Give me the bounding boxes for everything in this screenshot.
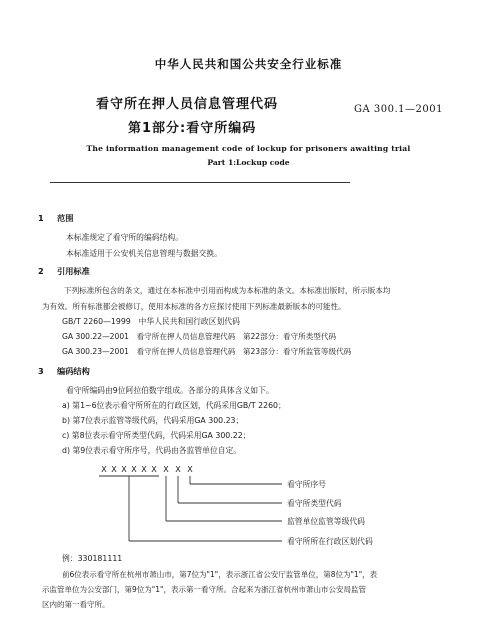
section-3-list-item: b) 第7位表示监管等级代码，代码采用GA 300.23；	[62, 416, 244, 425]
reference-standard: GA 300.22—2001 看守所在押人员信息管理代码 第22部分：看守所类型代码	[62, 332, 337, 341]
example-line: 前6位表示看守所在杭州市萧山市，第7位为"1"，表示浙江省公安厅监管单位，第8位为"1"，表	[62, 570, 378, 579]
section-3-list-item: d) 第9位表示看守所序号，代码由各监管单位自定。	[62, 446, 242, 455]
section-1-line: 本标准规定了看守所的编码结构。	[66, 233, 183, 242]
example-line: 区内的第一看守所。	[42, 600, 110, 609]
reference-standard: GA 300.23—2001 看守所在押人员信息管理代码 第23部分：看守所监管等级代码	[62, 347, 352, 356]
code-digit-1: X	[101, 465, 107, 474]
code-digit-6: X	[151, 465, 157, 474]
code-digit-7: X	[163, 465, 169, 474]
label-serial-number: 看守所序号	[287, 480, 326, 489]
code-digit-3: X	[121, 465, 127, 474]
english-title: The information management code of lockup for prisoners awaiting trial	[86, 144, 411, 153]
section-2-intro-line: 下列标准所包含的条文，通过在本标准中引用而构成为本标准的条文。本标准出版时，所示版本均	[64, 286, 391, 295]
document-title: 看守所在押人员信息管理代码	[96, 97, 279, 112]
label-administrative-division: 看守所所在行政区划代码	[287, 537, 373, 546]
label-lockup-type: 看守所类型代码	[287, 499, 342, 508]
code-digit-8: X	[175, 465, 181, 474]
standard-number: GA 300.1—2001	[354, 104, 443, 115]
section-3-line: 看守所编码由9位阿拉伯数字组成。各部分的具体含义如下。	[66, 386, 274, 395]
section-3-heading: 编码结构	[57, 366, 90, 376]
section-2-intro-line: 为有效。所有标准都会被修订，使用本标准的各方应探讨使用下列标准最新版本的可能性。	[42, 302, 346, 311]
section-1-number: 1	[38, 213, 44, 223]
section-2-number: 2	[38, 266, 44, 276]
example-line: 示监管单位为公安部门，第9位为"1"，表示第一看守所。合起来为浙江省杭州市萧山市公安局监管	[42, 585, 366, 594]
section-1-line: 本标准适用于公安机关信息管理与数据交换。	[66, 249, 222, 258]
section-3-list-item: c) 第8位表示看守所类型代码，代码采用GA 300.22；	[62, 431, 251, 440]
example-label: 例：330181111	[62, 554, 123, 563]
reference-standard: GB/T 2260—1999 中华人民共和国行政区划代码	[62, 317, 240, 326]
code-digit-9: X	[187, 465, 193, 474]
section-1-heading: 范围	[57, 213, 74, 223]
label-supervision-level: 监管单位监管等级代码	[287, 517, 365, 526]
english-part-title: Part 1:Lockup code	[207, 158, 290, 167]
code-digit-4: X	[131, 465, 137, 474]
code-digit-5: X	[141, 465, 147, 474]
document-part-title: 第1部分:看守所编码	[128, 121, 257, 136]
section-3-number: 3	[38, 366, 44, 376]
issuing-authority-header: 中华人民共和国公共安全行业标准	[154, 57, 343, 71]
section-2-heading: 引用标准	[57, 266, 90, 276]
section-3-list-item: a) 第1~6位表示看守所所在的行政区划，代码采用GB/T 2260；	[62, 401, 286, 410]
code-digit-2: X	[111, 465, 117, 474]
